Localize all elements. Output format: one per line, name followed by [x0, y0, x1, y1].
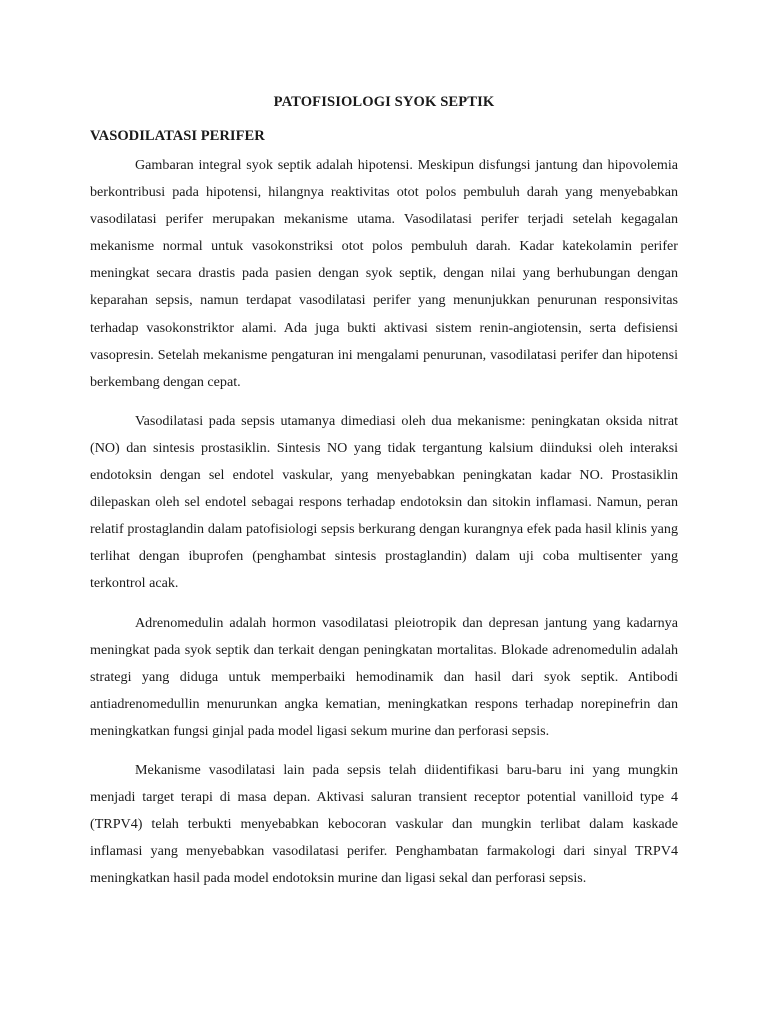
document-title: PATOFISIOLOGI SYOK SEPTIK: [273, 94, 495, 110]
paragraph-2: Vasodilatasi pada sepsis utamanya dimediasi oleh dua mekanisme: peningkatan oksida nitrat (NO) dan sintesis prostasiklin. Sintesis NO yang tidak tergantung kalsium diinduksi oleh interaksi endotoksin dengan sel endotel vaskular, yang menyebabkan peningkatan kadar NO. Prostasiklin dilepaskan oleh sel endotel sebagai respons terhadap endotoksin dan sitokin inflamasi. Namun, peran relatif prostaglandin dalam patofisiologi sepsis berkurang dengan kurangnya efek pada hasil klinis yang terlihat dengan ibuprofen (penghambat sintesis prostaglandin) dalam uji coba multisenter yang terkontrol acak.: [90, 412, 678, 592]
section-heading: VASODILATASI PERIFER: [90, 128, 265, 144]
paragraph-3: Adrenomedulin adalah hormon vasodilatasi pleiotropik dan depresan jantung yang kadarnya meningkat pada syok septik dan terkait dengan peningkatan mortalitas. Blokade adrenomedulin adalah strategi yang diduga untuk memperbaiki hemodinamik dan hasil dari syok septik. Antibodi antiadrenomedullin menurunkan angka kematian, meningkatkan respons terhadap norepinefrin dan meningkatkan fungsi ginjal pada model ligasi sekum murine dan perforasi sepsis.: [90, 614, 678, 739]
paragraph-4: Mekanisme vasodilatasi lain pada sepsis telah diidentifikasi baru-baru ini yang mungkin menjadi target terapi di masa depan. Aktivasi saluran transient receptor potential vanilloid type 4 (TRPV4) telah terbukti menyebabkan kebocoran vaskular dan mungkin terlibat dalam kaskade inflamasi yang menyebabkan vasodilatasi perifer. Penghambatan farmakologi dari sinyal TRPV4 meningkatkan hasil pada model endotoksin murine dan ligasi sekal dan perforasi sepsis.: [90, 761, 678, 887]
document-body: [90, 92, 678, 892]
paragraph-1: Gambaran integral syok septik adalah hipotensi. Meskipun disfungsi jantung dan hipovolemia berkontribusi pada hipotensi, hilangnya reaktivitas otot polos pembuluh darah yang menyebabkan vasodilatasi perifer merupakan mekanisme utama. Vasodilatasi perifer terjadi setelah kegagalan mekanisme normal untuk vasokonstriksi otot polos pembuluh darah. Kadar katekolamin perifer meningkat secara drastis pada pasien dengan syok septik, dengan nilai yang berhubungan dengan keparahan sepsis, namun terdapat vasodilatasi perifer yang menunjukkan penurunan responsivitas terhadap vasokonstriktor alami. Ada juga bukti aktivasi sistem renin-angiotensin, serta defisiensi vasopresin. Setelah mekanisme pengaturan ini mengalami penurunan, vasodilatasi perifer dan hipotensi berkembang dengan cepat.: [90, 157, 678, 390]
